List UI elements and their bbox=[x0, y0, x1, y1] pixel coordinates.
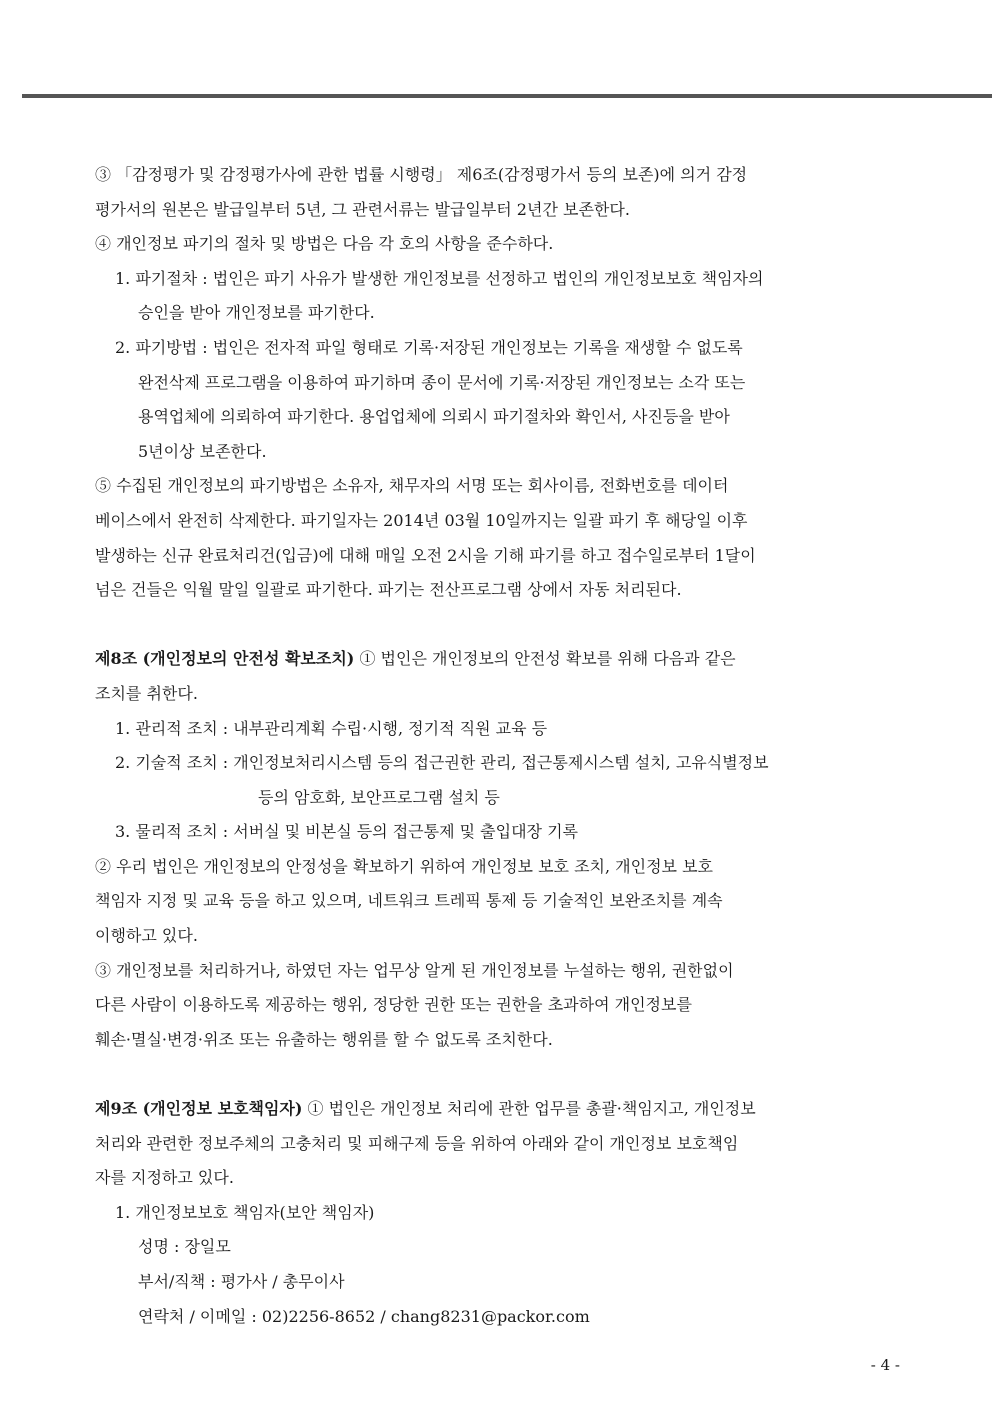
list-item-line: 1. 관리적 조치 : 내부관리계획 수립·시행, 정기적 직원 교육 등 bbox=[115, 718, 548, 738]
section-gap bbox=[95, 1057, 900, 1092]
article-9-heading: 제9조 (개인정보 보호책임자) bbox=[95, 1099, 303, 1119]
paragraph-line: 다른 사람이 이용하도록 제공하는 행위, 정당한 권한 또는 권한을 초과하여 개인정보를 bbox=[95, 995, 692, 1015]
paragraph-line: 책임자 지정 및 교육 등을 하고 있으며, 네트워크 트레픽 통제 등 기술적인 보완조치를 계속 bbox=[95, 891, 723, 911]
article-8-first-line bbox=[95, 642, 900, 677]
list-item-line: 2. 기술적 조치 : 개인정보처리시스템 등의 접근권한 관리, 접근통제시스템 설치, 고유식별정보 bbox=[115, 753, 769, 773]
officer-department: 부서/직책 : 평가사 / 총무이사 bbox=[138, 1272, 345, 1291]
officer-contact: 연락처 / 이메일 : 02)2256-8652 / chang8231@packor.com bbox=[138, 1306, 590, 1326]
paragraph-line: 조치를 취한다. bbox=[95, 683, 198, 703]
list-item-line: 2. 파기방법 : 법인은 전자적 파일 형태로 기록·저장된 개인정보는 기록을 재생할 수 없도록 bbox=[115, 337, 743, 357]
paragraph-line: ③ 「감정평가 및 감정평가사에 관한 법률 시행령」 제6조(감정평가서 등의 보존)에 의거 감정 bbox=[95, 165, 748, 184]
list-item-line: 5년이상 보존한다. bbox=[138, 441, 267, 461]
article-8-text: ① 법인은 개인정보의 안전성 확보를 위해 다음과 같은 bbox=[354, 649, 736, 669]
section-gap bbox=[95, 608, 900, 643]
paragraph-line: 베이스에서 완전히 삭제한다. 파기일자는 2014년 03월 10일까지는 일괄 파기 후 해당일 이후 bbox=[95, 510, 748, 530]
paragraph-line: 처리와 관련한 정보주체의 고충처리 및 피해구제 등을 위하여 아래와 같이 개인정보 보호책임 bbox=[95, 1133, 739, 1153]
article-9-first-line bbox=[95, 1092, 900, 1127]
list-item-line: 승인을 받아 개인정보를 파기한다. bbox=[138, 303, 375, 323]
paragraph-line: 평가서의 원본은 발급일부터 5년, 그 관련서류는 발급일부터 2년간 보존한다. bbox=[95, 199, 630, 219]
article-8-heading: 제8조 (개인정보의 안전성 확보조치) bbox=[95, 649, 355, 669]
page-number: - 4 - bbox=[870, 1356, 900, 1374]
paragraph-line: ② 우리 법인은 개인정보의 안정성을 확보하기 위하여 개인정보 보호 조치, 개인정보 보호 bbox=[95, 856, 713, 876]
paragraph-line: ⑤ 수집된 개인정보의 파기방법은 소유자, 채무자의 서명 또는 회사이름, 전화번호를 데이터 bbox=[95, 476, 729, 496]
officer-name: 성명 : 장일모 bbox=[138, 1237, 231, 1257]
paragraph-line: 넘은 건들은 익월 말일 일괄로 파기한다. 파기는 전산프로그램 상에서 자동 처리된다. bbox=[95, 580, 682, 600]
paragraph-line: 자를 지정하고 있다. bbox=[95, 1168, 234, 1188]
list-item-line: 완전삭제 프로그램을 이용하여 파기하며 종이 문서에 기록·저장된 개인정보는 소각 또는 bbox=[138, 372, 746, 392]
paragraph-line: 이행하고 있다. bbox=[95, 926, 198, 946]
list-item-line: 1. 개인정보보호 책임자(보안 책임자) bbox=[115, 1202, 375, 1222]
document-body bbox=[95, 158, 900, 1334]
list-item-line: 용역업체에 의뢰하여 파기한다. 용업업체에 의뢰시 파기절차와 확인서, 사진등을 받아 bbox=[138, 407, 730, 427]
header-rule bbox=[22, 94, 992, 98]
list-item-line: 등의 암호화, 보안프로그램 설치 등 bbox=[258, 787, 500, 807]
list-item-line: 1. 파기절차 : 법인은 파기 사유가 발생한 개인정보를 선정하고 법인의 개인정보보호 책임자의 bbox=[115, 268, 764, 288]
article-9-text: ① 법인은 개인정보 처리에 관한 업무를 총괄·책임지고, 개인정보 bbox=[302, 1099, 756, 1119]
paragraph-line: ④ 개인정보 파기의 절차 및 방법은 다음 각 호의 사항을 준수하다. bbox=[95, 234, 554, 254]
paragraph-line: 발생하는 신규 완료처리건(입금)에 대해 매일 오전 2시을 기해 파기를 하고 접수일로부터 1달이 bbox=[95, 545, 756, 565]
list-item-line: 3. 물리적 조치 : 서버실 및 비본실 등의 접근통제 및 출입대장 기록 bbox=[115, 822, 579, 842]
paragraph-line: ③ 개인정보를 처리하거나, 하였던 자는 업무상 알게 된 개인정보를 누설하는 행위, 권한없이 bbox=[95, 960, 734, 980]
paragraph-line: 훼손·멸실·변경·위조 또는 유출하는 행위를 할 수 없도록 조치한다. bbox=[95, 1029, 553, 1049]
